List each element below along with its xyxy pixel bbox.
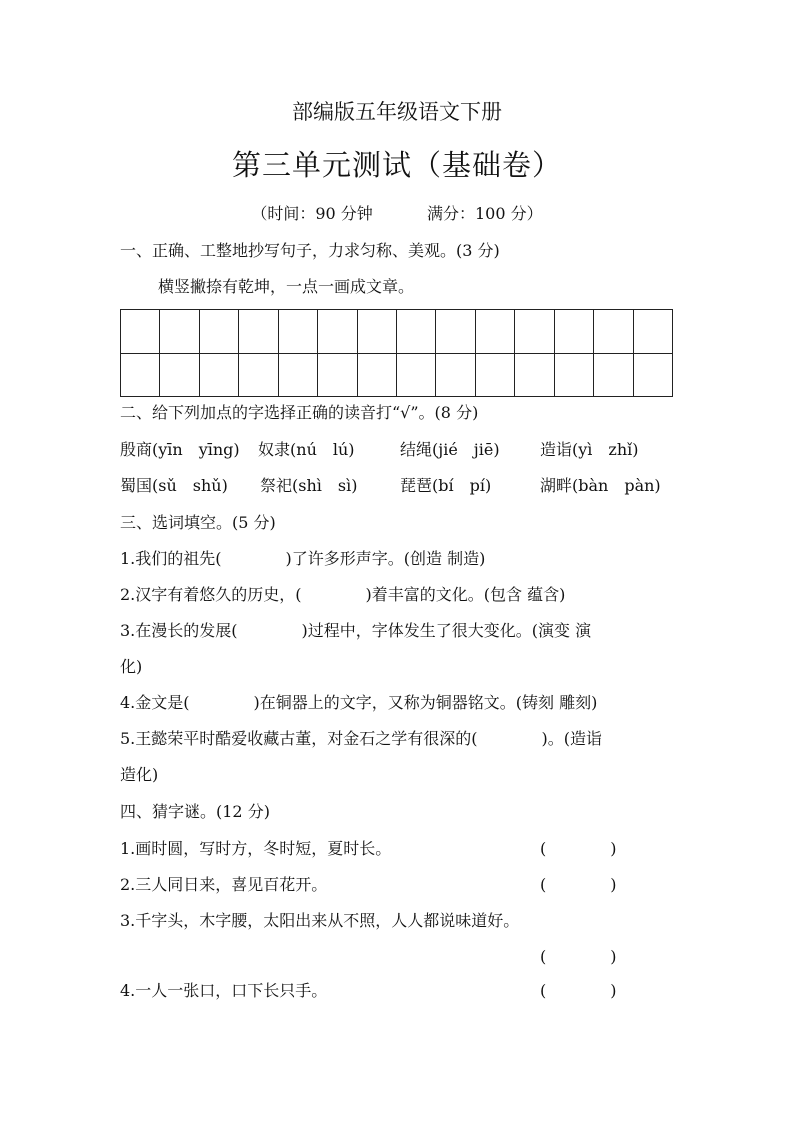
answer-blank[interactable]: ( ) (540, 839, 617, 858)
q3-heading: 三、选词填空。(5 分) (120, 513, 276, 532)
writing-grid[interactable] (120, 309, 673, 397)
time-limit: （时间：90 分钟 (251, 204, 373, 223)
q3-item: 3.在漫长的发展( )过程中，字体发生了很大变化。(演变 演 (120, 621, 592, 640)
pinyin-item: 造诣(yì zhǐ) (540, 440, 639, 459)
riddle-item: 3.千字头，木字腰，太阳出来从不照，人人都说味道好。 (120, 911, 520, 930)
answer-blank[interactable]: ( ) (540, 875, 617, 894)
q1-sentence: 横竖撇捺有乾坤，一点一画成文章。 (158, 277, 415, 296)
q3-item-continued: 化) (120, 657, 143, 676)
pinyin-item: 祭祀(shì sì) (260, 476, 358, 495)
answer-blank[interactable]: ( ) (540, 947, 617, 966)
q3-item: 5.王懿荣平时酷爱收藏古董，对金石之学有很深的( )。(造诣 (120, 729, 602, 748)
q3-item: 2.汉字有着悠久的历史，( )着丰富的文化。(包含 蕴含) (120, 585, 566, 604)
q2-heading: 二、给下列加点的字选择正确的读音打“√”。(8 分) (120, 403, 479, 422)
q3-item: 4.金文是( )在铜器上的文字，又称为铜器铭文。(铸刻 雕刻) (120, 693, 598, 712)
pinyin-item: 蜀国(sǔ shǔ) (120, 476, 228, 495)
pinyin-item: 湖畔(bàn pàn) (540, 476, 661, 495)
riddle-item: 2.三人同日来，喜见百花开。 (120, 875, 328, 894)
exam-meta (0, 201, 794, 224)
pinyin-item: 殷商(yīn yīng) (120, 440, 240, 459)
pinyin-item: 琵琶(bí pí) (400, 476, 492, 495)
document-title: 部编版五年级语文下册 (292, 100, 502, 124)
full-score: 满分：100 分） (427, 204, 543, 223)
pinyin-item: 结绳(jié jiē) (400, 440, 500, 459)
q3-item-continued: 造化) (120, 765, 159, 784)
answer-blank[interactable]: ( ) (540, 981, 617, 1000)
pinyin-item: 奴隶(nú lú) (258, 440, 355, 459)
exam-title: 第三单元测试（基础卷） (231, 148, 562, 182)
riddle-item: 4.一人一张口，口下长只手。 (120, 981, 328, 1000)
q3-item: 1.我们的祖先( )了许多形声字。(创造 制造) (120, 549, 486, 568)
riddle-item: 1.画时圆，写时方，冬时短，夏时长。 (120, 839, 392, 858)
q1-heading: 一、正确、工整地抄写句子，力求匀称、美观。(3 分) (120, 241, 500, 260)
q4-heading: 四、猜字谜。(12 分) (120, 802, 270, 821)
